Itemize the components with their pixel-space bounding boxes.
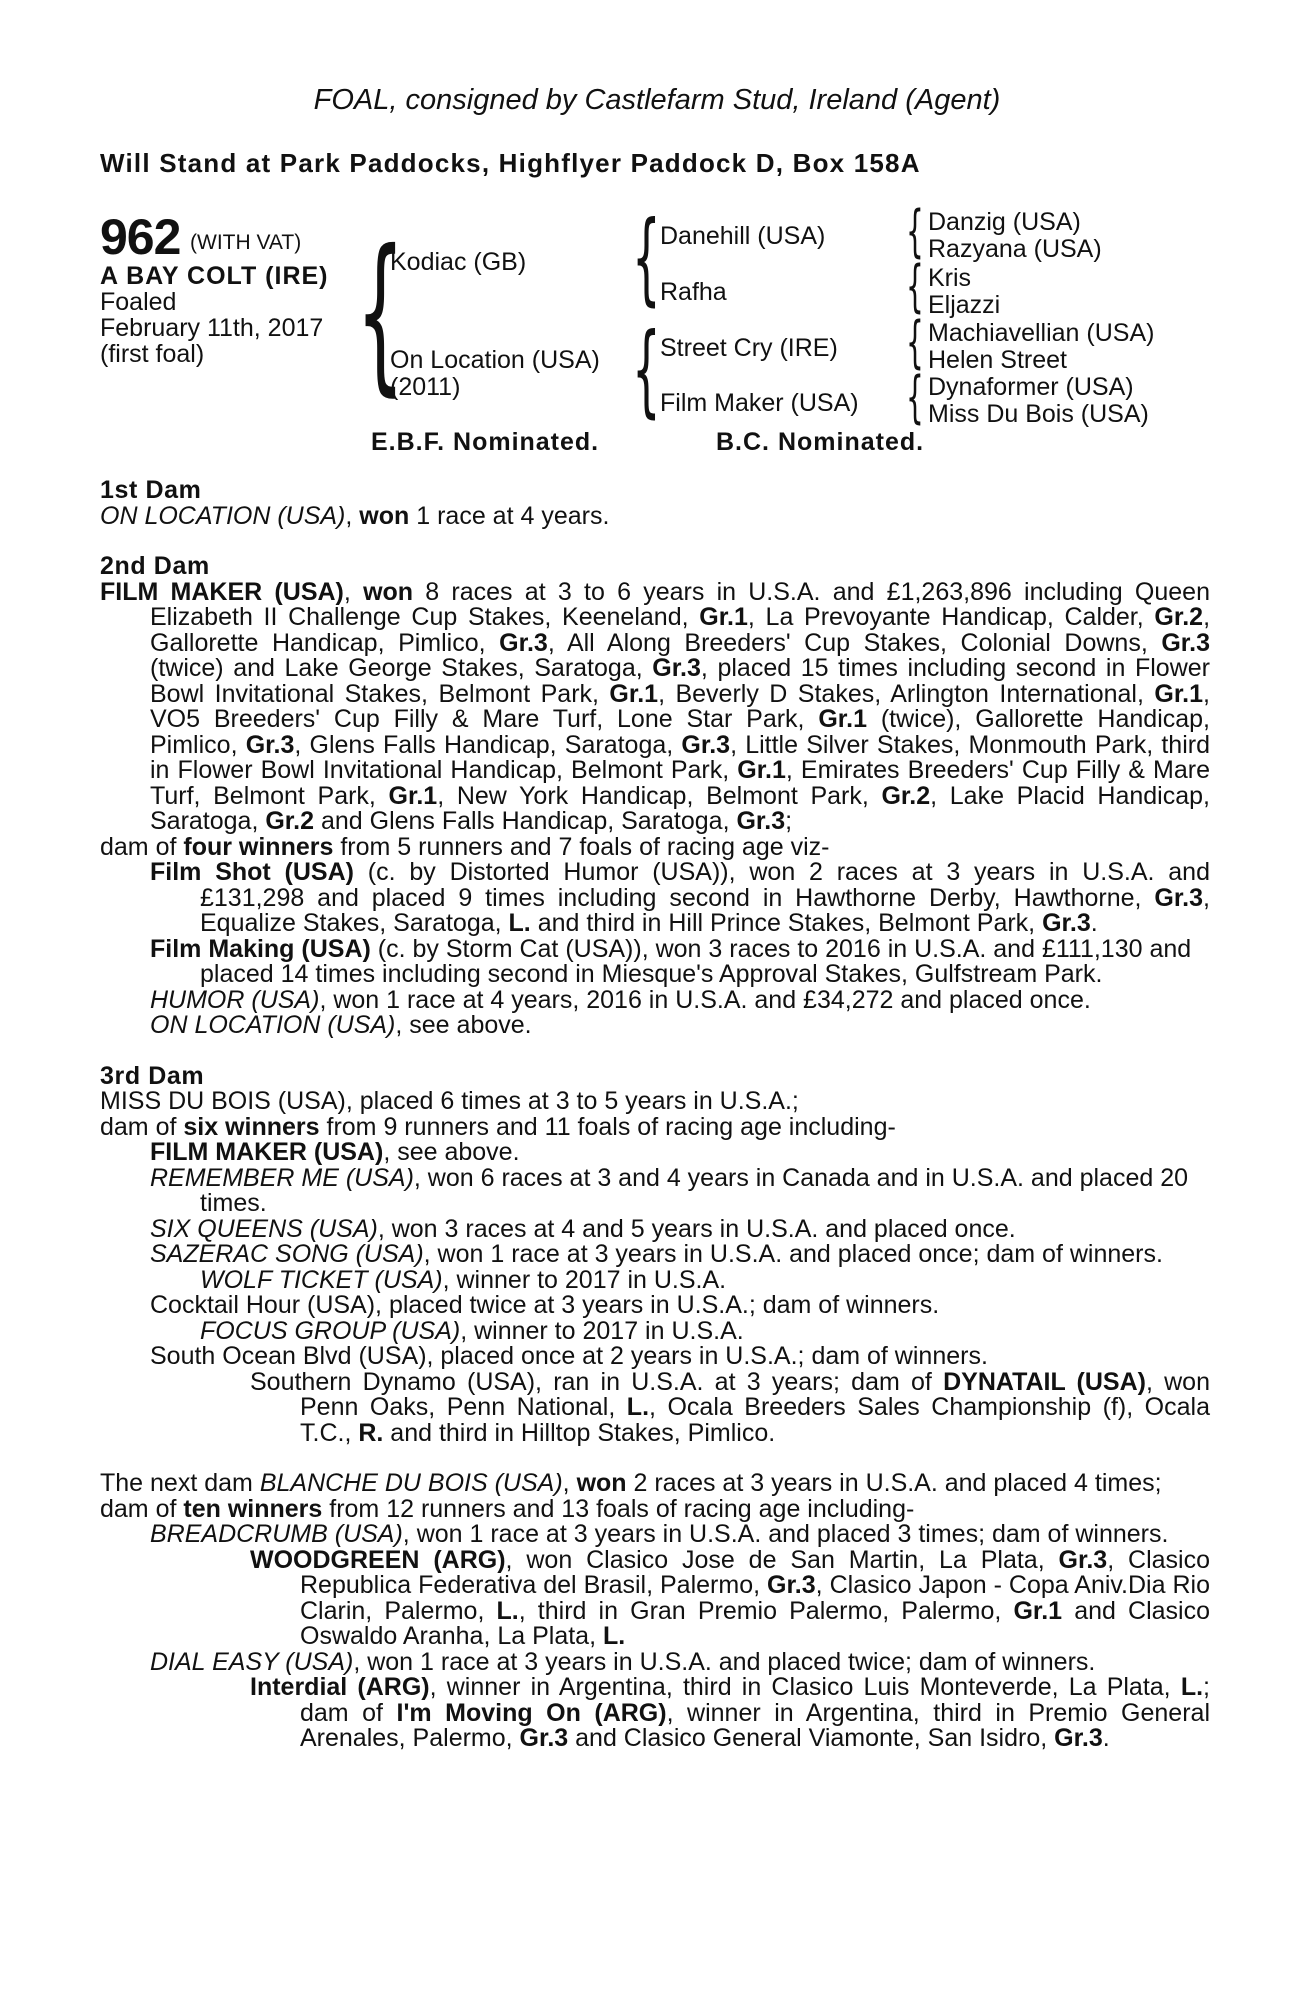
race-grade: Gr.1	[388, 781, 438, 810]
third-dam-produce: dam of six winners from 9 runners and 11 foals of racing age including-	[100, 1112, 896, 1141]
record-text: .	[1102, 1724, 1110, 1752]
pedigree-dam-sire: Street Cry (IRE)	[660, 334, 838, 362]
dam-line-brace: {	[632, 311, 661, 428]
record-text: , New York Handicap, Belmont Park,	[437, 781, 882, 810]
g3-brace-2: {	[906, 254, 924, 319]
race-grade: Gr.3	[767, 1571, 816, 1599]
horse-name: DIAL EASY (USA)	[150, 1647, 354, 1676]
pedigree-dam-year: (2011)	[390, 373, 461, 401]
record-text: , Ocala Breeders Sales Championship (f), Ocala T.C.,	[300, 1393, 1210, 1447]
horse-name: BREADCRUMB (USA)	[150, 1520, 403, 1548]
race-grade: L.	[626, 1393, 650, 1421]
race-grade: Gr.3	[681, 730, 731, 759]
dial-easy-entry: DIAL EASY (USA), won 1 race at 3 years in U.S.A. and placed twice; dam of winners.	[150, 1647, 1096, 1676]
record-text: , VO5 Breeders' Cup Filly & Mare Turf, Lone Star Park,	[150, 679, 1210, 733]
humor-entry: HUMOR (USA), won 1 race at 4 years, 2016 in U.S.A. and £34,272 and placed once.	[150, 985, 1091, 1014]
stabling-line: Will Stand at Park Paddocks, Highflyer Paddock D, Box 158A	[100, 148, 921, 178]
ebf-nomination: E.B.F. Nominated.	[371, 428, 600, 456]
record-text: , Little Silver Stakes, Monmouth Park, third in Flower Bowl Invitational Handicap, Belmont Park,	[150, 730, 1210, 784]
woodgreen-entry	[100, 1545, 1211, 1650]
lot-number: 962	[100, 209, 181, 265]
race-grade: Gr.2	[881, 781, 931, 810]
race-grade: Gr.3	[245, 730, 295, 759]
record-text: (twice), Gallorette Handicap, Pimlico,	[150, 705, 1210, 759]
horse-name: FOCUS GROUP (USA)	[200, 1316, 461, 1345]
record-text: and Clasico Oswaldo Aranha, La Plata,	[300, 1596, 1211, 1650]
record-text: ;	[785, 807, 793, 835]
horse-name: SIX QUEENS (USA)	[150, 1214, 378, 1243]
second-dam-produce: dam of four winners from 5 runners and 7 foals of racing age viz-	[100, 832, 830, 861]
horse-name: FILM MAKER (USA)	[100, 577, 344, 606]
focus-group-entry: FOCUS GROUP (USA), winner to 2017 in U.S.A.	[200, 1316, 744, 1345]
sazerac-song-entry: SAZERAC SONG (USA), won 1 race at 3 years in U.S.A. and placed once; dam of winners.	[150, 1240, 1163, 1268]
record-text: , Glens Falls Handicap, Saratoga,	[294, 730, 682, 759]
record-text: and Clasico General Viamonte, San Isidro,	[568, 1724, 1055, 1752]
first-dam-entry: ON LOCATION (USA), won 1 race at 4 years.	[100, 501, 610, 530]
foaled-label: Foaled	[100, 288, 177, 316]
record-text: , winner in Argentina, third in Premio General Arenales, Palermo,	[300, 1698, 1210, 1752]
vat-note: (WITH VAT)	[190, 231, 302, 254]
race-grade: Gr.3	[1054, 1724, 1103, 1752]
breadcrumb-entry: BREADCRUMB (USA), won 1 race at 3 years in U.S.A. and placed 3 times; dam of winners.	[150, 1520, 1169, 1548]
south-ocean-entry: South Ocean Blvd (USA), placed once at 2 years in U.S.A.; dam of winners.	[150, 1342, 988, 1370]
cocktail-hour-entry: Cocktail Hour (USA), placed twice at 3 years in U.S.A.; dam of winners.	[150, 1291, 940, 1319]
record-text: , placed 15 times including second in Flower Bowl Invitational Stakes, Belmont Park,	[150, 654, 1210, 708]
record-text: (twice) and Lake George Stakes, Saratoga,	[150, 654, 653, 682]
race-grade: Gr.3	[1058, 1545, 1108, 1574]
horse-name: DYNATAIL (USA)	[943, 1367, 1146, 1396]
race-grade: Gr.1	[737, 756, 786, 784]
bc-nomination: B.C. Nominated.	[716, 428, 925, 456]
record-text: , Clasico Republica Federativa del Brasil, Palermo,	[300, 1545, 1210, 1599]
remember-me-entry: REMEMBER ME (USA), won 6 races at 3 and 4 years in Canada and in U.S.A. and placed 20 times.	[150, 1163, 1189, 1217]
record-text: and third in Hill Prince Stakes, Belmont Park,	[530, 909, 1043, 937]
record-text: , La Prevoyante Handicap, Calder,	[747, 603, 1155, 631]
race-grade: L.	[496, 1596, 519, 1625]
race-grade: Gr.3	[519, 1724, 569, 1752]
race-grade: Gr.1	[1013, 1596, 1063, 1625]
catalogue-body	[100, 478, 1210, 1752]
race-grade: Gr.2	[265, 807, 315, 835]
g3-brace-1: {	[906, 199, 924, 264]
horse-name: REMEMBER ME (USA)	[150, 1163, 414, 1192]
record-text: ; dam of	[300, 1673, 1210, 1727]
sire-dam-brace: {	[356, 214, 405, 412]
film-making-entry: Film Making (USA) (c. by Storm Cat (USA)), won 3 races to 2016 in U.S.A. and £111,130 and placed 14 times including second in Miesque's Approval Stakes, Gulfstream Park.	[150, 934, 1192, 988]
pedigree-g3-4: Eljazzi	[928, 291, 1001, 319]
third-dam-entry: MISS DU BOIS (USA), placed 6 times at 3 to 5 years in U.S.A.;	[100, 1087, 799, 1115]
pedigree-g3-1: Danzig (USA)	[928, 208, 1081, 236]
race-grade: L.	[1180, 1673, 1204, 1701]
record-text: , Gallorette Handicap, Pimlico,	[150, 603, 1211, 657]
next-dam-produce: dam of ten winners from 12 runners and 13 foals of racing age including-	[100, 1494, 915, 1523]
race-grade: R.	[358, 1418, 384, 1447]
record-text: , Equalize Stakes, Saratoga,	[200, 883, 1210, 937]
race-grade: Gr.3	[1042, 909, 1091, 937]
on-location-entry: ON LOCATION (USA), see above.	[150, 1011, 532, 1039]
race-grade: Gr.3	[736, 807, 786, 835]
pedigree-g3-6: Helen Street	[928, 346, 1067, 374]
race-grade: Gr.3	[652, 654, 701, 682]
race-grade: Gr.3	[1161, 628, 1210, 657]
record-text: and Glens Falls Handicap, Saratoga,	[314, 807, 737, 835]
record-text: , winner in Argentina, third in Clasico Luis Monteverde, La Plata,	[429, 1673, 1181, 1701]
foal-note: (first foal)	[100, 340, 205, 368]
race-grade: Gr.3	[1154, 883, 1204, 912]
horse-name: BLANCHE DU BOIS (USA)	[259, 1469, 563, 1497]
horse-name: FILM MAKER (USA)	[150, 1138, 384, 1166]
second-dam-heading: 2nd Dam	[100, 552, 210, 580]
race-grade: Gr.1	[699, 603, 748, 631]
horse-name: ON LOCATION (USA)	[100, 501, 346, 530]
pedigree-g3-5: Machiavellian (USA)	[928, 319, 1155, 347]
horse-name: WOODGREEN (ARG)	[250, 1545, 506, 1574]
record-text: 8 races at 3 to 6 years in U.S.A. and £1,263,896 including Queen Elizabeth II Challenge Cup Stakes, Keeneland,	[150, 577, 1210, 631]
pedigree-dam-dam: Film Maker (USA)	[660, 389, 859, 417]
horse-name: SAZERAC SONG (USA)	[150, 1240, 424, 1268]
horse-name: Film Making (USA)	[150, 934, 371, 963]
film-maker-entry: FILM MAKER (USA), see above.	[150, 1138, 520, 1166]
pedigree-g3-2: Razyana (USA)	[928, 235, 1102, 263]
six-queens-entry: SIX QUEENS (USA), won 3 races at 4 and 5 years in U.S.A. and placed once.	[150, 1214, 1016, 1243]
first-dam-heading: 1st Dam	[100, 476, 202, 504]
wolf-ticket-entry: WOLF TICKET (USA), winner to 2017 in U.S.A.	[200, 1265, 727, 1294]
race-grade: Gr.2	[1154, 603, 1204, 631]
consignor-line: FOAL, consigned by Castlefarm Stud, Ireland (Agent)	[313, 84, 1001, 116]
next-dam-entry: The next dam BLANCHE DU BOIS (USA), won 2 races at 3 years in U.S.A. and placed 4 times;	[100, 1469, 1162, 1497]
record-text: (c. by Distorted Humor (USA)), won 2 races at 3 years in U.S.A. and £131,298 and placed 9 times including second in Hawthorne Derby, Hawthorne,	[200, 858, 1210, 912]
record-text: , Lake Placid Handicap, Saratoga,	[150, 781, 1210, 835]
horse-name: Interdial (ARG)	[250, 1673, 430, 1701]
southern-dynamo-entry: Southern Dynamo (USA), ran in U.S.A. at 3 years; dam of DYNATAIL (USA), won Penn Oaks, Penn National, L., Ocala Breeders Sales Championship (f), Ocala T.C., R. and third in Hilltop Stakes, Pimlico.	[250, 1367, 1210, 1447]
pedigree-sire-sire: Danehill (USA)	[660, 222, 826, 250]
horse-name: I'm Moving On (ARG)	[396, 1698, 667, 1727]
record-text: , Beverly D Stakes, Arlington International,	[658, 679, 1155, 708]
horse-name: Film Shot (USA)	[150, 858, 354, 886]
horse-name: HUMOR (USA)	[150, 985, 320, 1014]
race-grade: Gr.1	[818, 705, 867, 733]
horse-name: ON LOCATION (USA)	[150, 1011, 396, 1039]
record-text: and third in Hilltop Stakes, Pimlico.	[383, 1418, 776, 1447]
record-text: , third in Gran Premio Palermo, Palermo,	[518, 1596, 1014, 1625]
second-dam-entry: FILM MAKER (USA), won 8 races at 3 to 6 years in U.S.A. and £1,263,896 including Queen Elizabeth II Challenge Cup Stakes, Keeneland, Gr.1, La Prevoyante Handicap, Calder, Gr.2, Gallorette Handicap, Pimlico, Gr.3, All Along Breeders' Cup Stakes, Colonial Downs, Gr.3 (twice) and Lake George Stakes, Saratoga, Gr.3, placed 15 times including second in Flower Bowl Invitational Stakes, Belmont Park, Gr.1, Beverly D Stakes, Arlington International, Gr.1, VO5 Breeders' Cup Filly & Mare Turf, Lone Star Park, Gr.1 (twice), Gallorette Handicap, Pimlico, Gr.3, Glens Falls Handicap, Saratoga, Gr.3, Little Silver Stakes, Monmouth Park, third in Flower Bowl Invitational Handicap, Belmont Park, Gr.1, Emirates Breeders' Cup Filly & Mare Turf, Belmont Park, Gr.1, New York Handicap, Belmont Park, Gr.2, Lake Placid Handicap, Saratoga, Gr.2 and Glens Falls Handicap, Saratoga, Gr.3;	[100, 577, 1211, 835]
foaled-date: February 11th, 2017	[100, 314, 324, 342]
record-text: , All Along Breeders' Cup Stakes, Colonial Downs,	[547, 628, 1162, 657]
pedigree-g3-8: Miss Du Bois (USA)	[928, 400, 1149, 428]
race-grade: L.	[602, 1622, 626, 1650]
pedigree-g3-7: Dynaformer (USA)	[928, 373, 1134, 401]
g3-brace-4: {	[906, 365, 924, 430]
horse-name: WOLF TICKET (USA)	[200, 1265, 443, 1294]
race-grade: L.	[508, 909, 531, 937]
record-text: , won Penn Oaks, Penn National,	[300, 1367, 1210, 1421]
third-dam-heading: 3rd Dam	[100, 1061, 205, 1090]
record-text: , won Clasico Jose de San Martin, La Plata,	[505, 1545, 1059, 1574]
pedigree-dam: On Location (USA)	[390, 346, 600, 374]
film-shot-entry	[100, 860, 1210, 937]
sire-line-brace: {	[632, 199, 661, 316]
lot-identity	[100, 263, 329, 367]
race-grade: Gr.1	[1154, 679, 1204, 708]
race-grade: Gr.1	[609, 679, 659, 708]
lot-name: A BAY COLT (IRE)	[100, 262, 329, 290]
record-text: .	[1090, 909, 1098, 937]
g3-brace-3: {	[906, 310, 924, 375]
pedigree-sire: Kodiac (GB)	[390, 248, 527, 276]
race-grade: Gr.3	[499, 628, 548, 657]
pedigree-sire-dam: Rafha	[660, 278, 727, 306]
interdial-entry	[100, 1675, 1210, 1752]
pedigree-g3-3: Kris	[928, 264, 972, 292]
record-text: , Clasico Japon - Copa Aniv.Dia Rio Clarin, Palermo,	[300, 1571, 1210, 1625]
record-text: , Emirates Breeders' Cup Filly & Mare Turf, Belmont Park,	[150, 756, 1210, 810]
